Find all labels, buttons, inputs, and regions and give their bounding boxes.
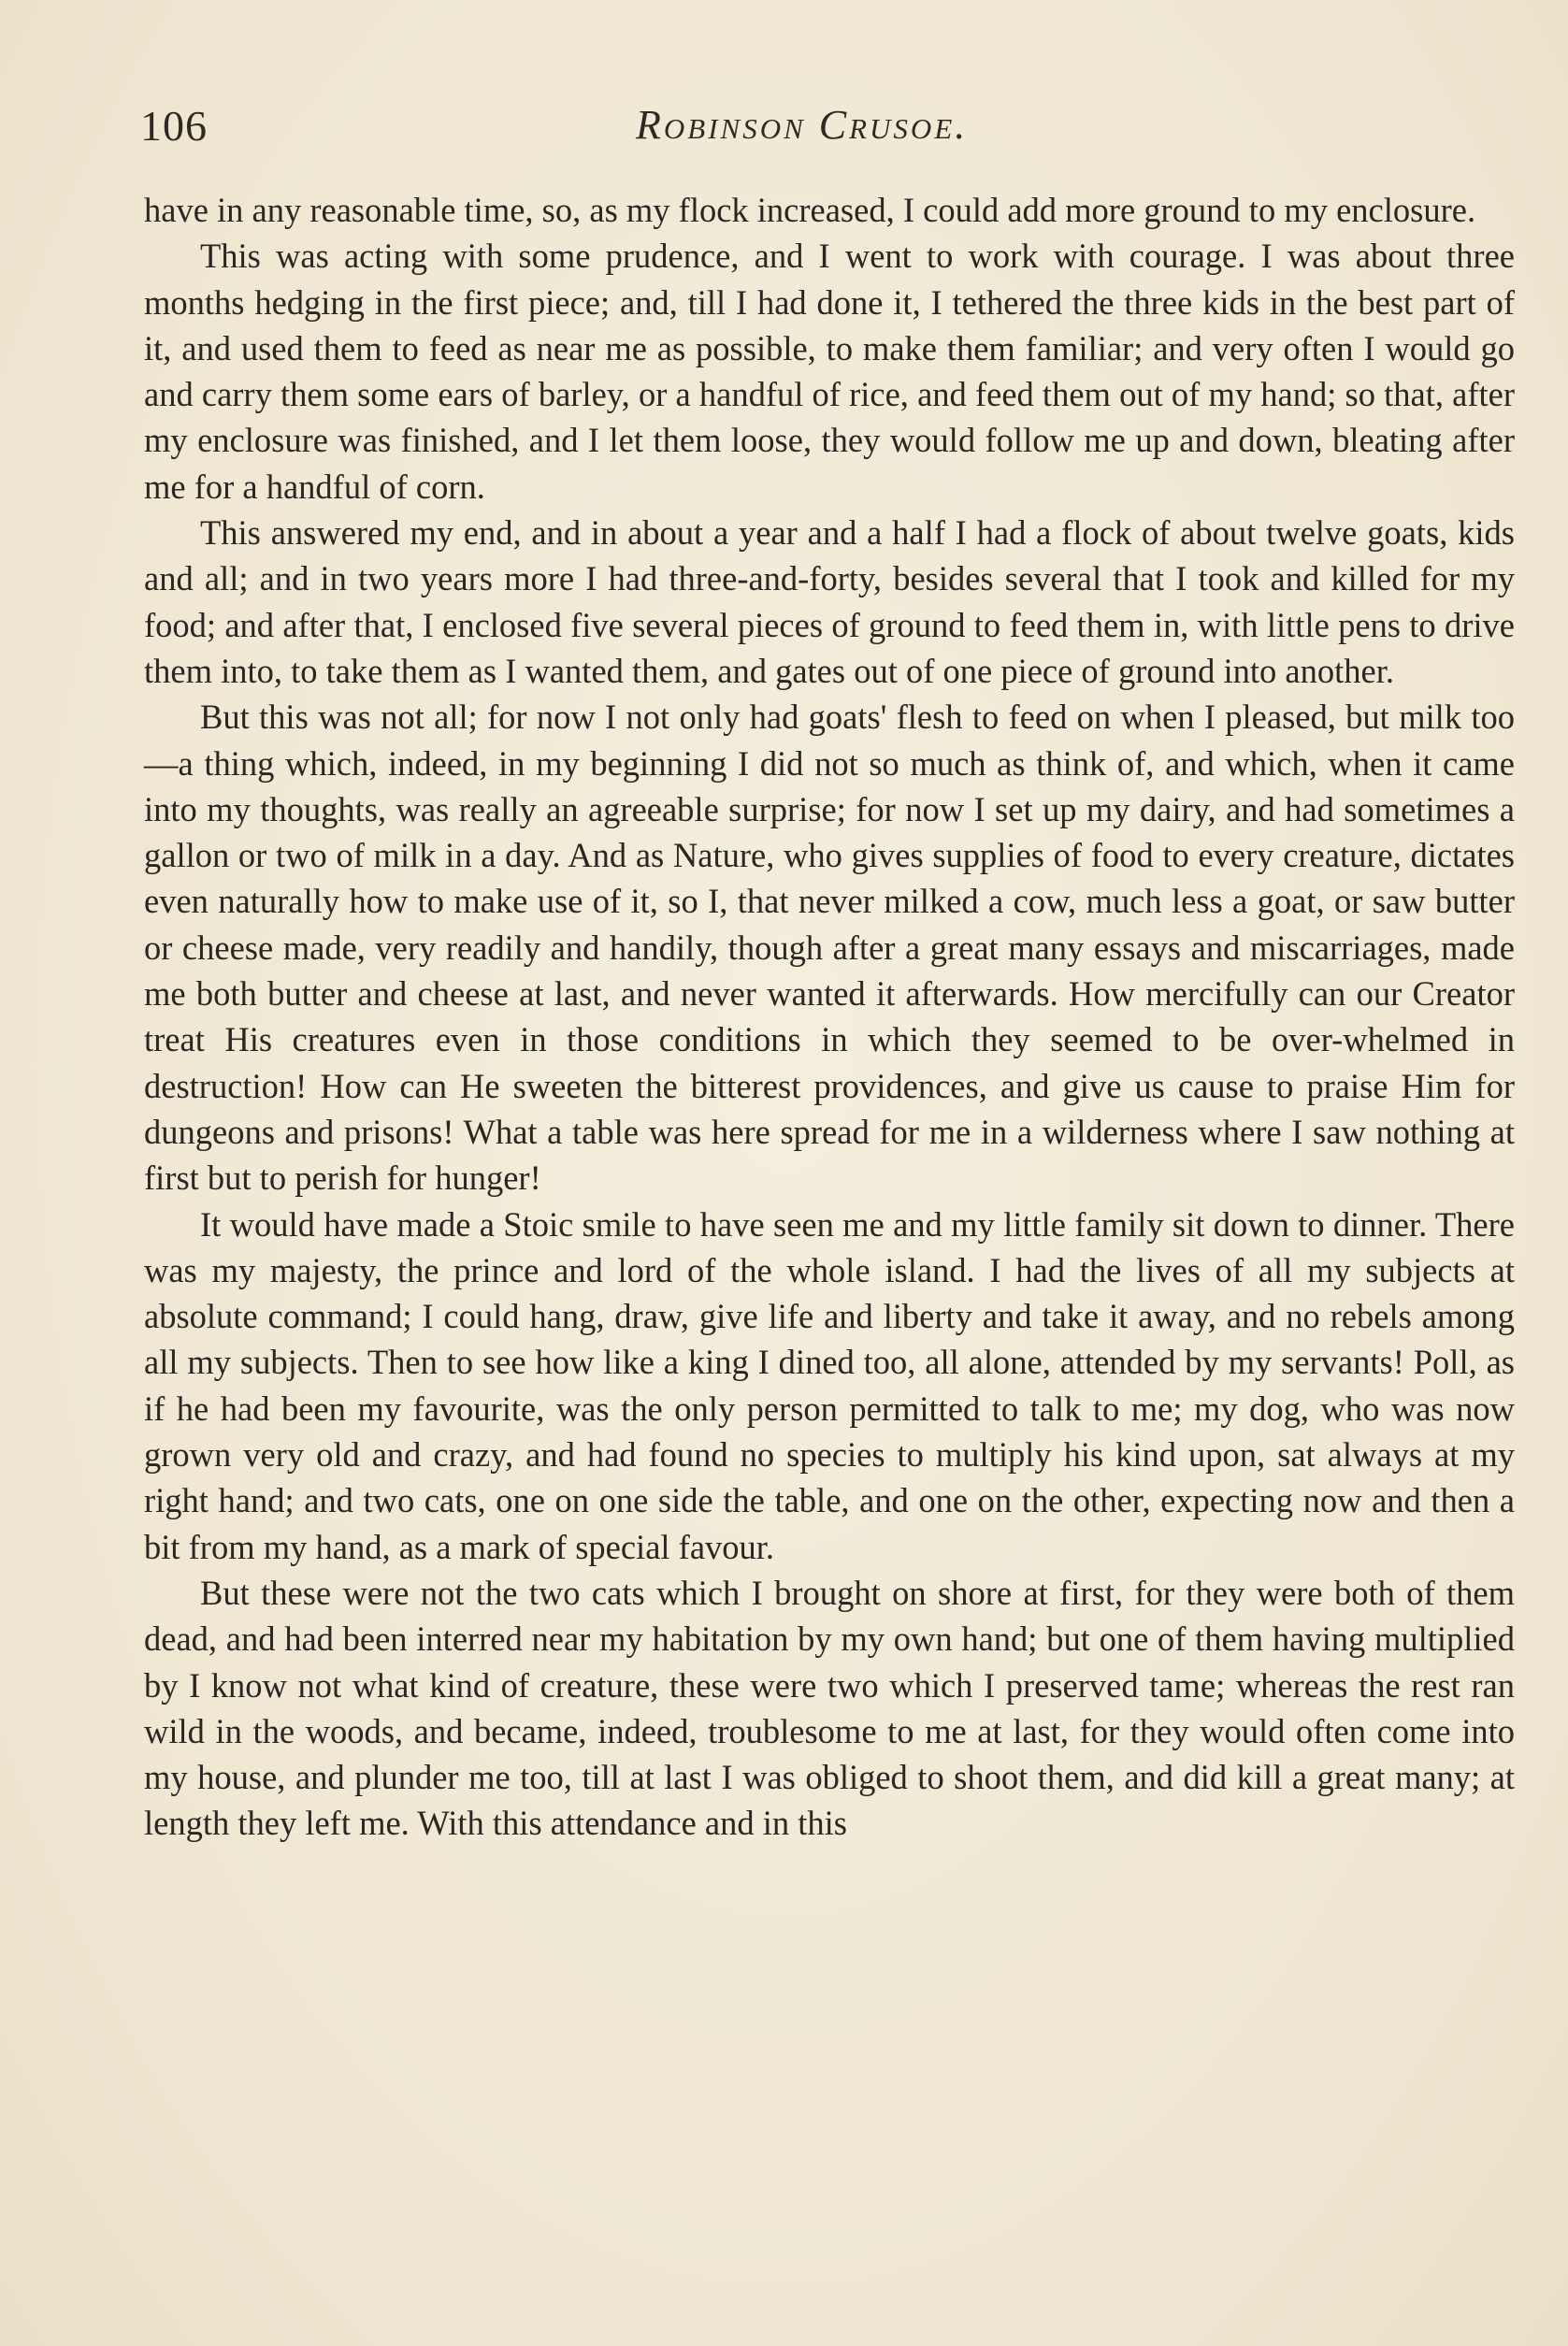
paragraph: It would have made a Stoic smile to have seen me and my little family sit down to dinner. There was my majesty, the prince and lord of the whole island. I had the lives of all my subjects at absolute command; I could hang, draw, give life and liberty and take it away, and no rebels among all my subjects. Then to see how like a king I dined too, all alone, attended by my servants! Poll, as if he had been my favourite, was the only person permitted to talk to me; my dog, who was now grown very old and crazy, and had found no species to multiply his kind upon, sat always at my right hand; and two cats, one on one side the table, and one on the other, expecting now and then a bit from my hand, as a mark of special favour. bbox=[144, 1204, 1515, 1566]
paragraph: But this was not all; for now I not only had goats' flesh to feed on when I pleased, but milk too—a thing which, indeed, in my beginning I did not so much as think of, and which, when it came into my thoughts, was really an agreeable surprise; for now I set up my dairy, and had sometimes a gallon or two of milk in a day. And as Nature, who gives supplies of food to every creature, dictates even naturally how to make use of it, so I, that never milked a cow, much less a goat, or saw butter or cheese made, very readily and handily, though after a great many essays and miscarriages, made me both butter and cheese at last, and never wanted it afterwards. How mercifully can our Creator treat His creatures even in those conditions in which they seemed to be over-whelmed in destruction! How can He sweeten the bitterest providences, and give us cause to praise Him for dungeons and prisons! What a table was here spread for me in a wilderness where I saw nothing at first but to perish for hunger! bbox=[144, 698, 1515, 1198]
paragraph-continued: have in any reasonable time, so, as my flock increased, I could add more ground to my enclosure. bbox=[144, 191, 1476, 229]
page-number: 106 bbox=[140, 102, 208, 150]
paragraph: But these were not the two cats which I brought on shore at first, for they were both of them dead, and had been interred near my habitation by my own hand; but one of them having multiplied by I know not what kind of creature, these were two which I preserved tame; whereas the rest ran wild in the woods, and became, indeed, troublesome to me at last, for they would often come into my house, and plunder me too, till at last I was obliged to shoot them, and did kill a great many; at length they left me. With this attendance and in this bbox=[144, 1573, 1515, 1843]
running-title: Robinson Crusoe. bbox=[636, 102, 969, 148]
paragraph: This answered my end, and in about a year and a half I had a flock of about twelve goats, kids and all; and in two years more I had three-and-forty, besides several that I took and killed for my food; and after that, I enclosed five several pieces of ground to feed them in, with little pens to drive them into, to take them as I wanted them, and gates out of one piece of ground into another. bbox=[144, 513, 1515, 690]
page-header bbox=[140, 101, 1519, 166]
paragraph: This was acting with some prudence, and I went to work with courage. I was about three months hedging in the first piece; and, till I had done it, I tethered the three kids in the best part of it, and used them to feed as near me as possible, to make them familiar; and very often I would go and carry them some ears of barley, or a handful of rice, and feed them out of my hand; so that, after my enclosure was finished, and I let them loose, they would follow me up and down, bleating after me for a handful of corn. bbox=[144, 237, 1515, 506]
body-text bbox=[144, 187, 1515, 1847]
